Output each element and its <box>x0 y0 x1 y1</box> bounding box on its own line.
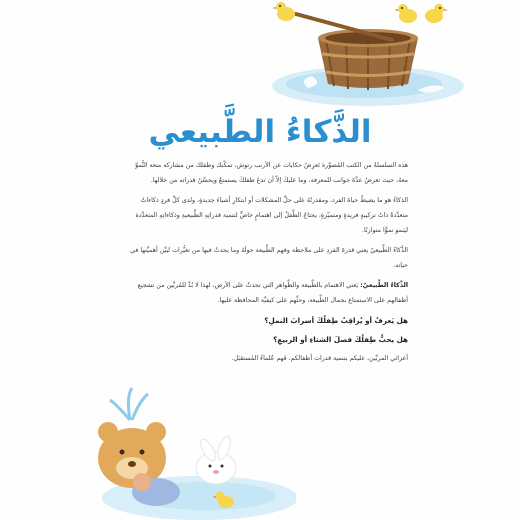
paragraph-definition <box>122 278 408 308</box>
closing-note: أعزائي المربِّين، عليكم بتنمية قدرات أطفالكم، فَهم عُلماءُ المُستقبَل. <box>231 355 408 362</box>
bucket-illustration <box>268 0 468 108</box>
paragraph-intelligence: الذكاءُ هو ما يضبطُ حياةَ الفرد، ومقدرتُهُ على حلِّ المشكلات أو ابتكارِ أشياءَ جديدةٍ، ولدى كلِّ فردٍ ذكاءاتٌ متعدِّدةٌ ذاتُ تركيبةٍ فريدةٍ ومتميّزةٍ، يحتاجُ الطِّفلُ إلى اهتمامٍ خاصٍّ لتنمية قدراتِهِ الطَّبيعيةِ وذكاءاتِهِ المتعدِّدة ليَنمو نموًّا متوازنًا. <box>135 197 408 234</box>
body-text <box>122 158 408 390</box>
paragraph-naturalist: الذَّكاءُ الطَّبيعيّ يعني قدرةَ الفردِ على ملاحظة وفهم الطَّبيعة حولَهُ وما يحدثُ فيها من تغيُّرات تُبيِّن أهميَّتها في حياته. <box>130 247 408 269</box>
definition-lead: الذَّكاءُ الطَّبيعيّ: <box>360 282 408 289</box>
bear-bunny-illustration <box>96 386 296 520</box>
page-title: الذَّكاءُ الطَّبيعي <box>148 114 372 150</box>
paragraph-series-intro: هذه السلسلةُ من الكتب المُصوَّرة تَعرِضُ حكايات عن الأرنب رتوش، تمكّنك وطفلك من مشاركة متعة النُّموِّ معهُ، حيث تعرضُ عدَّةَ جوانب للمعرفة، وما عليكَ إلاّ أن تدعَ طفلكَ يستمتعُ ويحسِّنُ قدراته من خلالها. <box>135 162 408 184</box>
question-ants: هل يَعرفُ أو يُراقِبُ طِفلُكَ أسرابَ النملِ؟ <box>264 316 408 325</box>
definition-text: يَعني الاهتمام بالطَّبيعة والظَّواهر التي تحدثُ على الأرض، لهذا لا بُدَّ للمُربِّين من تشجيع أطفالهم على الاستمتاع بجمال الطَّبيعة، وحثِّهم على كيفيَّة المحافظة عليها. <box>137 282 408 304</box>
question-seasons: هل يحبُّ طِفلُكَ فصلَ الشتاءِ أو الربيعِ؟ <box>273 335 408 344</box>
